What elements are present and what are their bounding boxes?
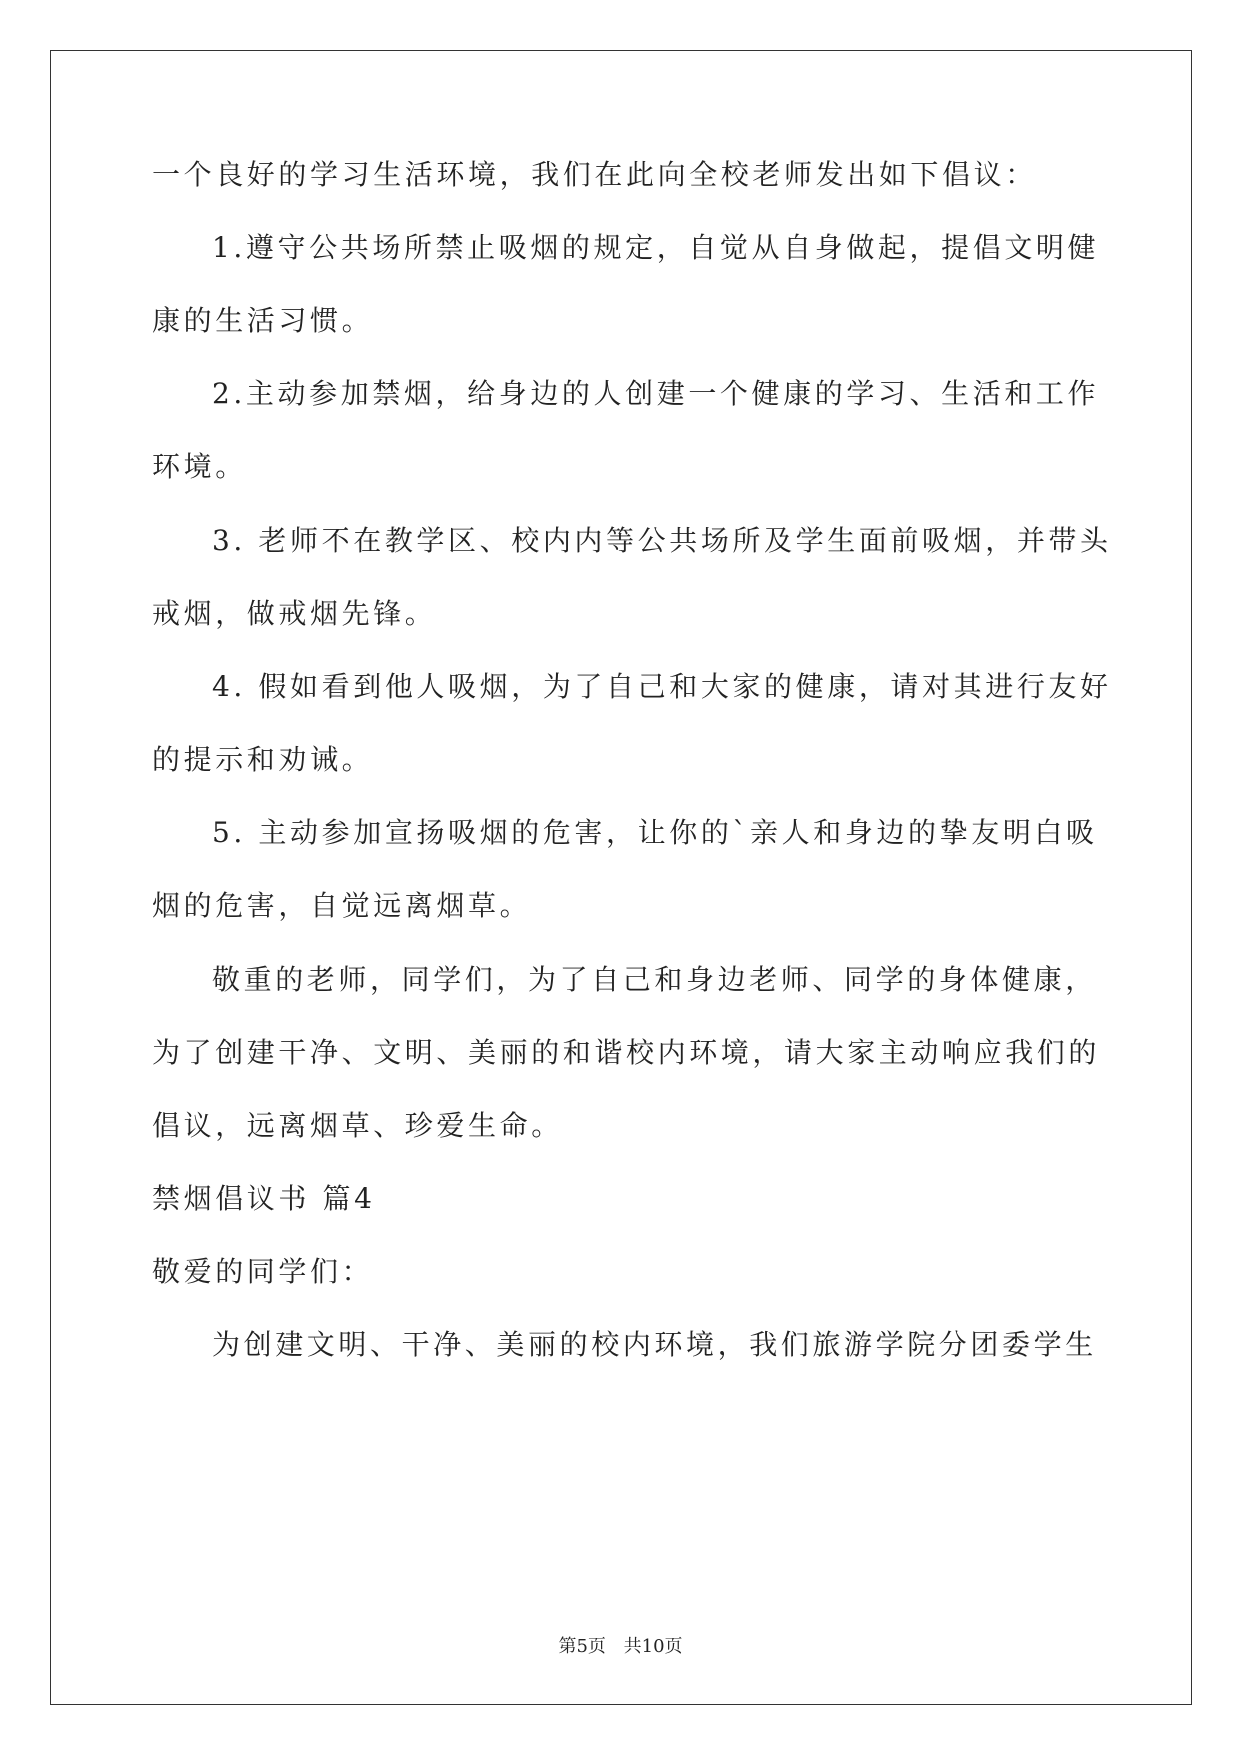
page-frame	[50, 50, 1192, 1705]
text-line: 5. 主动参加宣扬吸烟的危害，让你的`亲人和身边的挚友明白吸	[212, 816, 1098, 849]
text-line: 倡议，远离烟草、珍爱生命。	[152, 1109, 563, 1142]
text-line: 为创建文明、干净、美丽的校内环境，我们旅游学院分团委学生	[212, 1328, 1097, 1361]
text-line: 3. 老师不在教学区、校内内等公共场所及学生面前吸烟，并带头	[212, 524, 1112, 557]
text-line: 为了创建干净、文明、美丽的和谐校内环境，请大家主动响应我们的	[152, 1036, 1101, 1069]
page-footer	[0, 1635, 1241, 1659]
text-line: 烟的危害，自觉远离烟草。	[152, 889, 532, 922]
text-line: 敬重的老师，同学们，为了自己和身边老师、同学的身体健康，	[212, 963, 1097, 996]
text-line: 一个良好的学习生活环境，我们在此向全校老师发出如下倡议：	[152, 158, 1037, 191]
text-line: 环境。	[152, 450, 247, 483]
section-heading: 禁烟倡议书 篇4	[152, 1182, 376, 1215]
text-line: 4. 假如看到他人吸烟，为了自己和大家的健康，请对其进行友好	[212, 670, 1112, 703]
text-line: 康的生活习惯。	[152, 304, 374, 337]
page-number-total: 共10页	[623, 1636, 683, 1657]
text-line: 2.主动参加禁烟，给身边的人创建一个健康的学习、生活和工作	[212, 377, 1100, 410]
salutation: 敬爱的同学们：	[152, 1255, 374, 1288]
page-number-current: 第5页	[558, 1636, 606, 1657]
text-line: 1.遵守公共场所禁止吸烟的规定，自觉从自身做起，提倡文明健	[212, 231, 1100, 264]
text-line: 戒烟，做戒烟先锋。	[152, 597, 437, 630]
text-line: 的提示和劝诫。	[152, 743, 374, 776]
